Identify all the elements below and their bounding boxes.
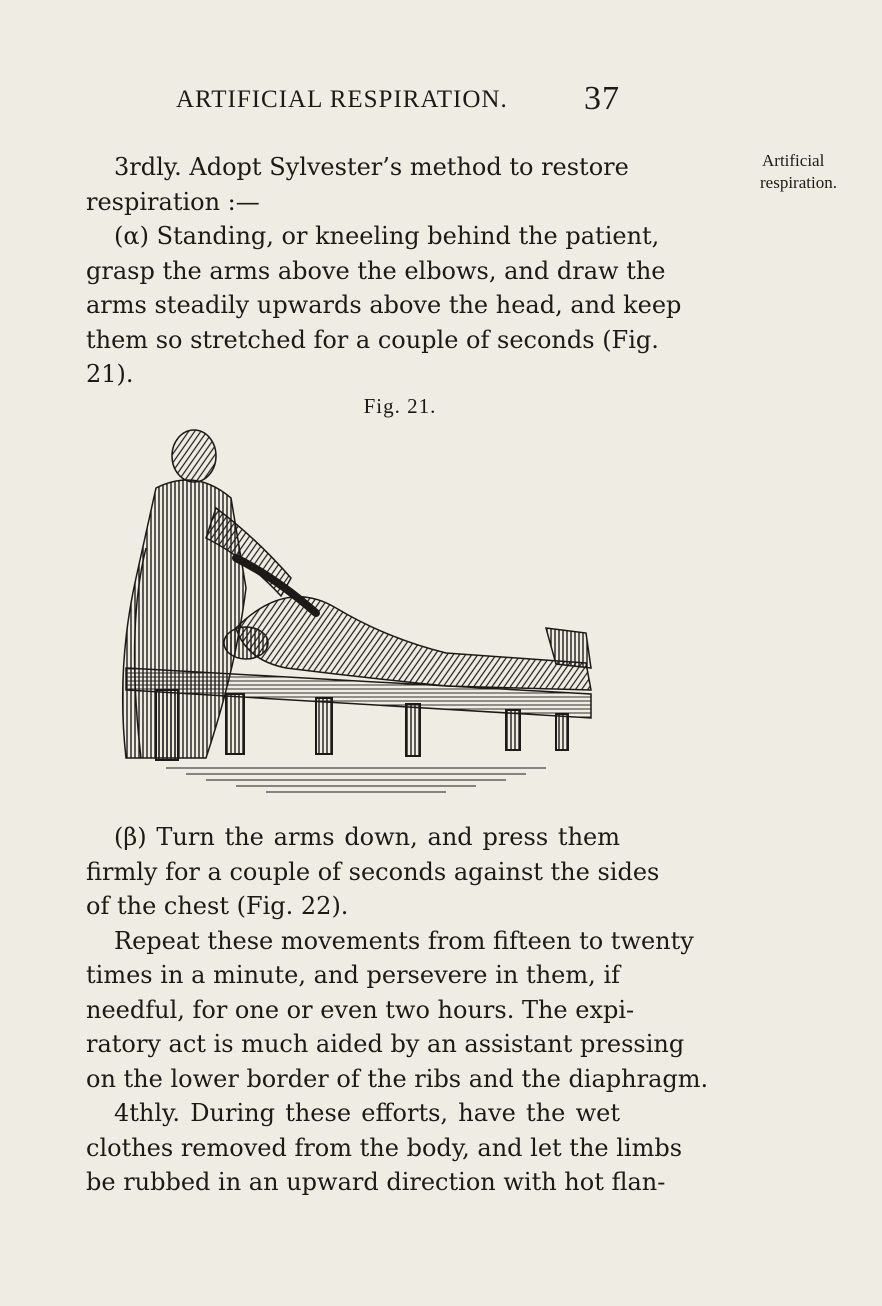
margin-note — [762, 150, 882, 194]
paragraph-beta — [86, 820, 660, 924]
text-line: grasp the arms above the elbows, and draw the — [86, 256, 666, 285]
text-line: needful, for one or even two hours. The expi- — [86, 995, 635, 1024]
text-line: on the lower border of the ribs and the diaphragm. — [86, 1064, 709, 1093]
text-line: 21). — [86, 360, 134, 388]
text-block-upper — [86, 150, 682, 392]
paragraph-repeat — [86, 924, 709, 1097]
text-line: clothes removed from the body, and let the limbs — [86, 1133, 683, 1162]
text-line: 4thly. During these efforts, have the wet — [114, 1099, 620, 1127]
sylvester-method-illustration — [86, 428, 606, 808]
paragraph-fourthly — [86, 1096, 683, 1200]
text-line: (β) Turn the arms down, and press them — [114, 823, 620, 851]
text-line: times in a minute, and persevere in them, if — [86, 961, 620, 989]
ground-lines — [166, 768, 546, 792]
paragraph-sylvester — [86, 150, 629, 219]
text-line: 3rdly. Adopt Sylvester’s method to restore — [114, 153, 629, 181]
text-line: be rubbed in an upward direction with hot flan- — [86, 1168, 666, 1196]
text-line: them so stretched for a couple of seconds (Fig. — [86, 325, 659, 354]
paragraph-alpha — [86, 219, 682, 392]
text-line: arms steadily upwards above the head, and keep — [86, 291, 682, 319]
text-line: Repeat these movements from fifteen to twenty — [114, 926, 694, 955]
running-head-title: ARTIFICIAL RESPIRATION. — [176, 86, 508, 113]
rescuer-figure — [123, 430, 291, 758]
figure-caption: Fig. 21. — [363, 394, 437, 418]
margin-note-line2: respiration. — [760, 173, 837, 192]
text-line: (α) Standing, or kneeling behind the patient, — [114, 222, 660, 250]
text-line: ratory act is much aided by an assistant pressing — [86, 1030, 685, 1058]
text-line: of the chest (Fig. 22). — [86, 892, 349, 920]
page-number: 37 — [584, 80, 620, 117]
text-line: firmly for a couple of seconds against the sides — [86, 857, 660, 886]
text-block-lower — [86, 820, 709, 1200]
text-line: respiration :— — [86, 187, 260, 216]
margin-note-line1: Artificial — [762, 151, 825, 170]
